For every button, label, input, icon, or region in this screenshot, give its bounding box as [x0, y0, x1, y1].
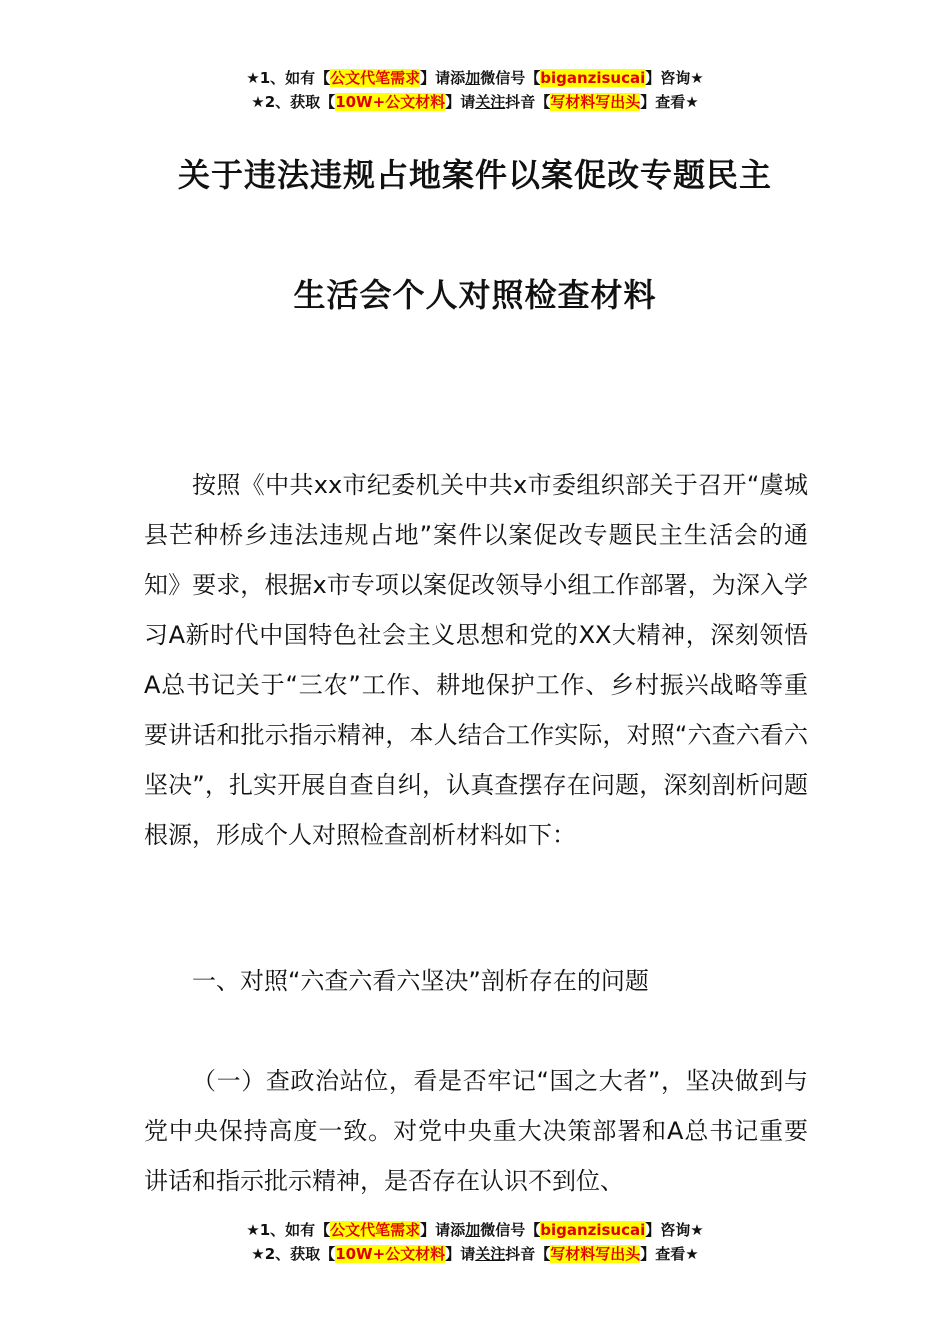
- top-banner: [0, 66, 950, 114]
- banner-underline: 加: [465, 1221, 481, 1239]
- banner-text: ★2、获取【: [251, 1245, 336, 1263]
- banner-text: 抖音【: [505, 1245, 551, 1263]
- banner-highlight-service: 公文代笔需求: [330, 69, 421, 87]
- banner-text: ★1、如有【: [246, 69, 331, 87]
- banner-text: ★2、获取【: [251, 93, 336, 111]
- banner-text: 】请: [445, 1245, 476, 1263]
- banner-text: 】请添: [420, 1221, 466, 1239]
- banner-text: 】咨询★: [645, 69, 704, 87]
- banner-line-2: [0, 1242, 950, 1266]
- document-title-line-2: 生活会个人对照检查材料: [293, 276, 657, 314]
- banner-line-2: [0, 90, 950, 114]
- banner-text: ★1、如有【: [246, 1221, 331, 1239]
- banner-highlight-materials: 10W+公文材料: [335, 1245, 446, 1263]
- banner-text: 】咨询★: [645, 1221, 704, 1239]
- banner-text: 微信号【: [480, 69, 541, 87]
- banner-highlight-materials: 10W+公文材料: [335, 93, 446, 111]
- document-title-line-1: 关于违法违规占地案件以案促改专题民主: [177, 156, 772, 194]
- subsection-paragraph-1: （一）查政治站位，看是否牢记“国之大者”，坚决做到与党中央保持高度一致。对党中央重大决策部署和A总书记重要讲话和指示批示精神，是否存在认识不到位、: [144, 1067, 808, 1195]
- banner-text: 】请: [445, 93, 476, 111]
- section-heading-1: 一、对照“六查六看六坚决”剖析存在的问题: [192, 967, 649, 995]
- banner-text: 】查看★: [640, 93, 699, 111]
- banner-highlight-wechat: biganzisucai: [540, 1221, 646, 1239]
- banner-text: 】请添: [420, 69, 466, 87]
- bottom-banner: [0, 1218, 950, 1266]
- banner-text: 抖音【: [505, 93, 551, 111]
- banner-underline: 关注: [475, 1245, 506, 1263]
- banner-highlight-douyin: 写材料写出头: [550, 1245, 641, 1263]
- banner-underline: 关注: [475, 93, 506, 111]
- banner-text: 】查看★: [640, 1245, 699, 1263]
- banner-underline: 加: [465, 69, 481, 87]
- banner-highlight-wechat: biganzisucai: [540, 69, 646, 87]
- banner-highlight-douyin: 写材料写出头: [550, 93, 641, 111]
- banner-line-1: [0, 1218, 950, 1242]
- banner-line-1: [0, 66, 950, 90]
- intro-paragraph: 按照《中共xx市纪委机关中共x市委组织部关于召开“虞城县芒种桥乡违法违规占地”案件以案促改专题民主生活会的通知》要求，根据x市专项以案促改领导小组工作部署，为深入学习A新时代中国特色社会主义思想和党的XX大精神，深刻领悟A总书记关于“三农”工作、耕地保护工作、乡村振兴战略等重要讲话和批示指示精神，本人结合工作实际，对照“六查六看六坚决”，扎实开展自查自纠，认真查摆存在问题，深刻剖析问题根源，形成个人对照检查剖析材料如下：: [144, 471, 808, 849]
- banner-text: 微信号【: [480, 1221, 541, 1239]
- banner-highlight-service: 公文代笔需求: [330, 1221, 421, 1239]
